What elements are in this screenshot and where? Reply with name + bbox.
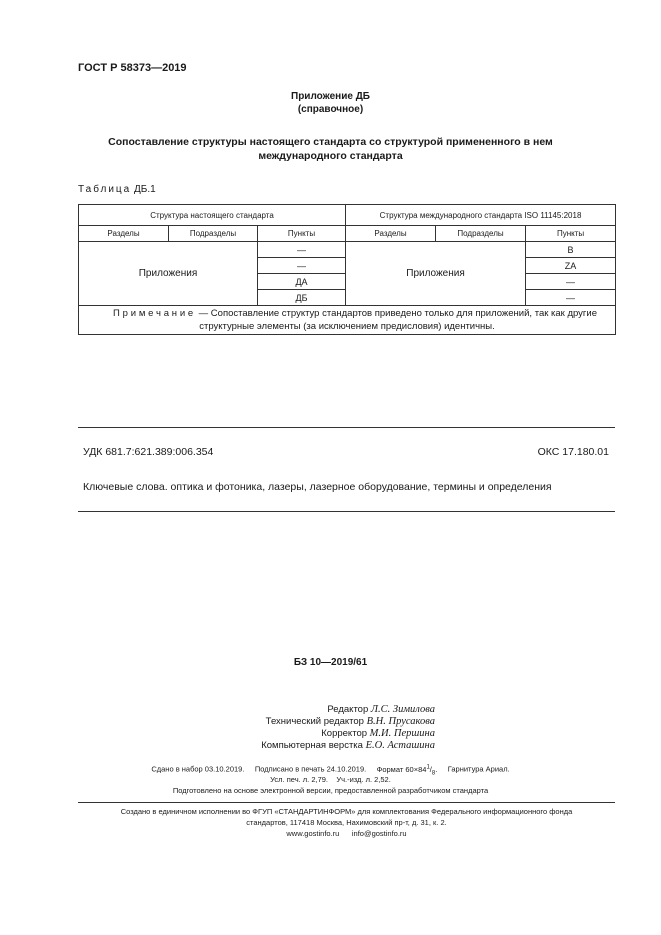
structure-comparison-table bbox=[78, 204, 616, 335]
footer-website[interactable]: www.gostinfo.ru bbox=[286, 829, 340, 838]
imprint-line-3: Подготовлено на основе электронной версии, предоставленной разработчиком стандарта bbox=[172, 786, 489, 795]
imprint-format: Формат $60\times 84^1/_8$. bbox=[376, 764, 438, 776]
divider-top bbox=[78, 427, 615, 428]
left-item-cell: ДА bbox=[258, 274, 346, 290]
credit-role: Редактор bbox=[327, 704, 369, 715]
table-column-header-row bbox=[79, 226, 616, 242]
note-text-2: структурные элементы (за исключением предисловия) идентичны. bbox=[199, 321, 495, 332]
table-caption-number: ДБ.1 bbox=[134, 184, 156, 195]
footer-divider bbox=[78, 802, 615, 803]
imprint-line-2: Усл. печ. л. 2,79. Уч.-изд. л. 2,52. bbox=[270, 775, 391, 784]
note-lead: Примечание bbox=[113, 308, 197, 319]
table-caption-lead: Таблица bbox=[78, 184, 132, 195]
credit-layout bbox=[200, 740, 435, 751]
credit-name: М.И. Першина bbox=[369, 728, 435, 739]
imprint-typeface: Гарнитура Ариал. bbox=[447, 764, 510, 774]
keywords: Ключевые слова. оптика и фотоника, лазеры, лазерное оборудование, термины и определения bbox=[83, 481, 552, 493]
table-group-header-row bbox=[79, 205, 616, 226]
table-note bbox=[79, 306, 616, 335]
annex-title: Приложение ДБ bbox=[291, 91, 370, 102]
col-header: Пункты bbox=[258, 226, 346, 242]
right-section-cell: Приложения bbox=[346, 242, 526, 306]
footer-contacts bbox=[78, 829, 615, 838]
credit-editor bbox=[200, 704, 435, 715]
col-header: Разделы bbox=[346, 226, 436, 242]
credit-tech-editor bbox=[200, 716, 435, 727]
col-header: Подразделы bbox=[436, 226, 526, 242]
document-code: ГОСТ Р 58373—2019 bbox=[78, 62, 187, 74]
credit-role: Технический редактор bbox=[265, 716, 364, 727]
table-row bbox=[79, 242, 616, 258]
imprint-date-signed: Подписано в печать 24.10.2019. bbox=[254, 764, 367, 774]
udk-code: УДК 681.7:621.389:006.354 bbox=[83, 446, 214, 458]
annex-subtitle: (справочное) bbox=[297, 104, 364, 115]
divider-bottom bbox=[78, 511, 615, 512]
credit-name: В.Н. Прусакова bbox=[366, 716, 435, 727]
right-item-cell: B bbox=[526, 242, 616, 258]
group-header-left: Структура настоящего стандарта bbox=[79, 205, 346, 226]
col-header: Подразделы bbox=[169, 226, 258, 242]
right-item-cell: — bbox=[526, 290, 616, 306]
annex-heading-line1: Сопоставление структуры настоящего стандарта со структурой примененного в нем bbox=[108, 136, 553, 148]
footer-line-1: Создано в единичном исполнении во ФГУП «СТАНДАРТИНФОРМ» для комплектования Федерального информационного фонда bbox=[120, 807, 573, 816]
credit-name: Е.О. Асташина bbox=[365, 740, 435, 751]
annex-heading bbox=[100, 135, 561, 163]
footer-line-2: стандартов, 117418 Москва, Нахимовский пр-т, д. 31, к. 2. bbox=[246, 818, 447, 827]
credit-name: Л.С. Зимилова bbox=[370, 704, 435, 715]
table-note-row bbox=[79, 306, 616, 335]
left-item-cell: — bbox=[258, 242, 346, 258]
group-header-right: Структура международного стандарта ISO 11145:2018 bbox=[346, 205, 616, 226]
right-item-cell: — bbox=[526, 274, 616, 290]
note-text: — Сопоставление структур стандартов приведено только для приложений, так как другие bbox=[198, 308, 597, 319]
col-header: Пункты bbox=[526, 226, 616, 242]
credit-role: Корректор bbox=[321, 728, 368, 739]
footer-email[interactable]: info@gostinfo.ru bbox=[351, 829, 407, 838]
credit-proofreader bbox=[200, 728, 435, 739]
col-header: Разделы bbox=[79, 226, 169, 242]
annex-heading-line2: международного стандарта bbox=[258, 150, 403, 162]
table-caption bbox=[78, 184, 156, 195]
right-item-cell: ZA bbox=[526, 258, 616, 274]
left-item-cell: ДБ bbox=[258, 290, 346, 306]
bz-number: БЗ 10—2019/61 bbox=[293, 657, 368, 668]
left-item-cell: — bbox=[258, 258, 346, 274]
oks-code: ОКС 17.180.01 bbox=[537, 446, 609, 458]
left-section-cell: Приложения bbox=[79, 242, 258, 306]
imprint-date-set: Сдано в набор 03.10.2019. bbox=[151, 764, 245, 774]
credit-role: Компьютерная верстка bbox=[261, 740, 363, 751]
